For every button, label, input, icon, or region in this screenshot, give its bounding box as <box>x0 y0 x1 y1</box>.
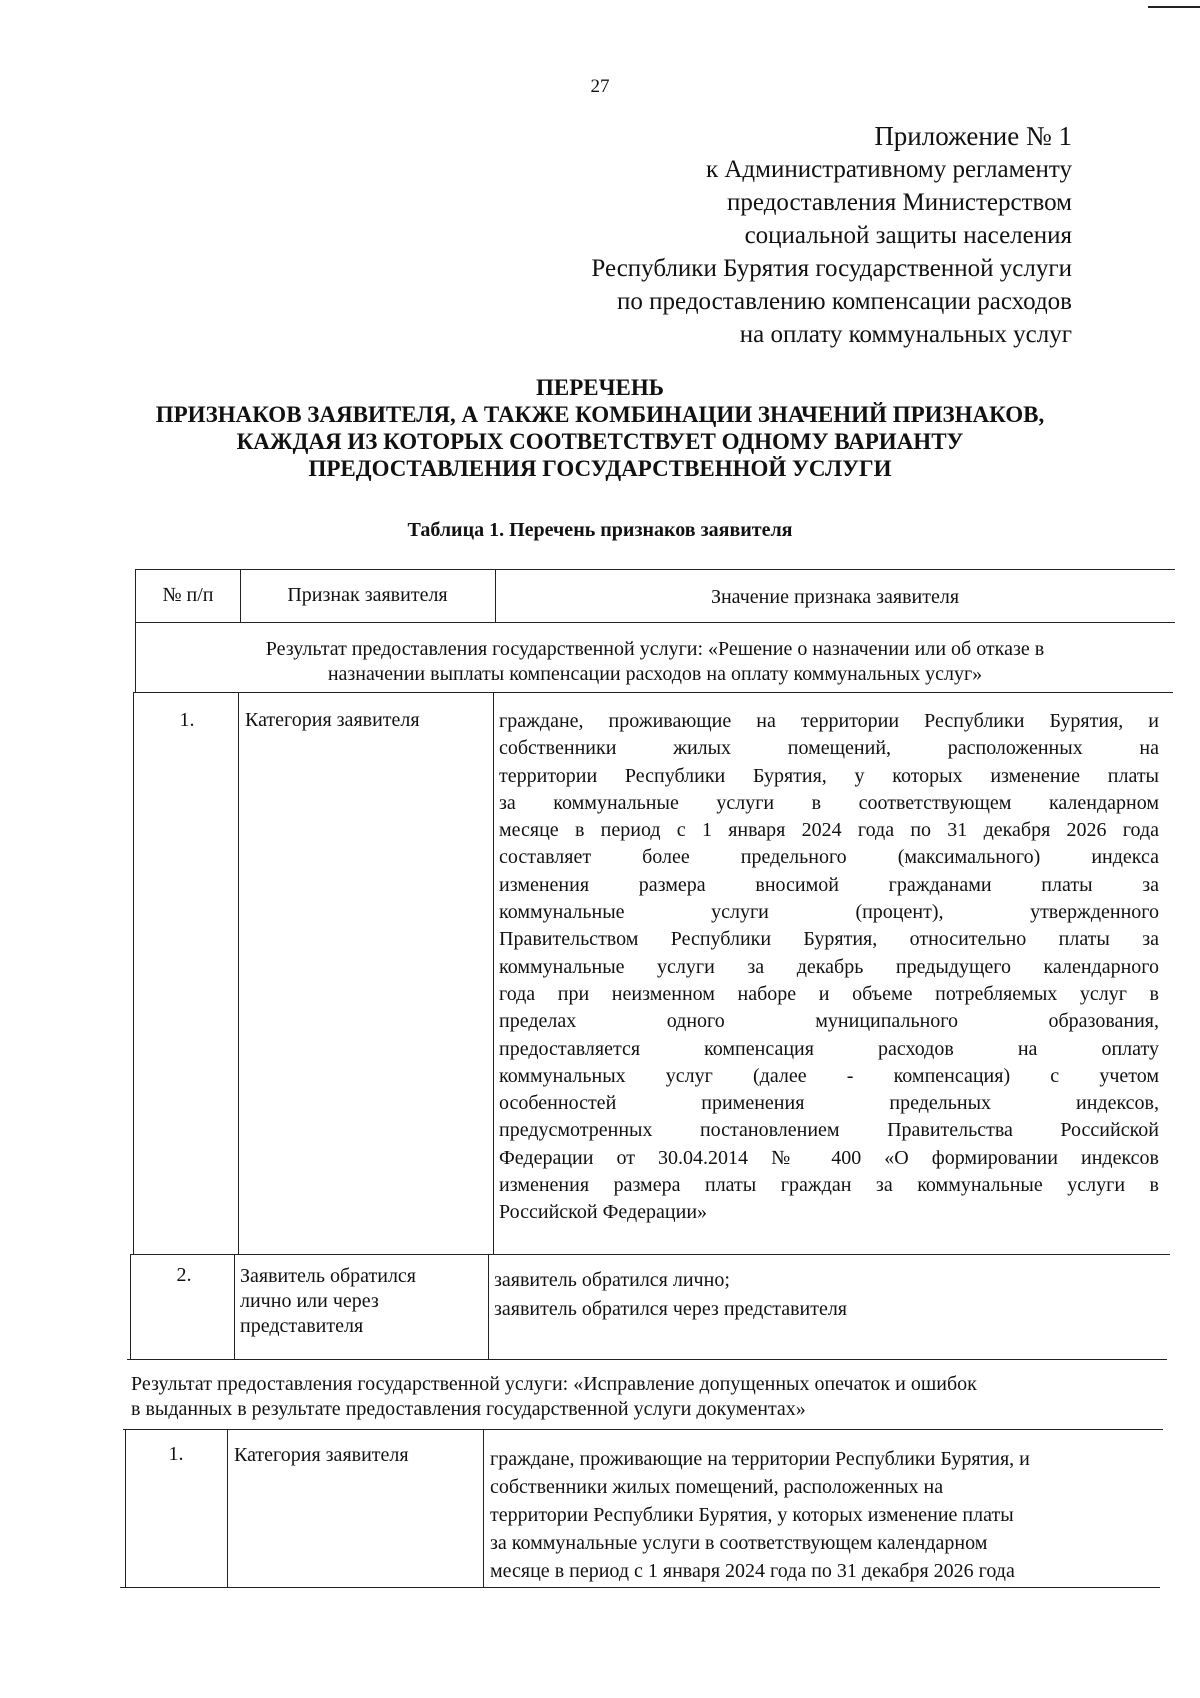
table-rule <box>120 1587 1160 1588</box>
table-rule <box>130 1254 1170 1255</box>
value-line: года при неизменном наборе и объеме потребляемых услуг в <box>499 982 1159 1005</box>
appendix-line: Республики Бурятия государственной услуги <box>591 255 1072 282</box>
value-line: месяце в период с 1 января 2024 года по 31 декабря 2026 года <box>499 819 1159 842</box>
row-value <box>490 1445 1160 1585</box>
section-heading-line: в выданных в результате предоставления государственной услуги документах» <box>131 1398 806 1420</box>
value-line: собственники жилых помещений, расположенных на <box>499 737 1159 760</box>
row-number: 1. <box>179 709 195 731</box>
header-value: Значение признака заявителя <box>710 586 960 608</box>
value-line: за коммунальные услуги в соответствующем календарном <box>499 791 1159 814</box>
section-result-heading <box>135 637 1175 687</box>
row-sign <box>240 1264 485 1339</box>
table-rule <box>495 569 496 622</box>
value-line: коммунальные услуги (процент), утвержденного <box>499 901 1159 924</box>
table-rule <box>240 569 241 622</box>
value-line: месяце в период с 1 января 2024 года по 31 декабря 2026 года <box>490 1560 1015 1582</box>
table-rule <box>123 1429 1163 1430</box>
table-rule <box>130 1254 131 1359</box>
value-line: коммунальные услуги за декабрь предыдущего календарного <box>499 955 1159 978</box>
appendix-line: социальной защиты населения <box>744 222 1072 249</box>
title-line: ПРЕДОСТАВЛЕНИЯ ГОСУДАРСТВЕННОЙ УСЛУГИ <box>308 456 892 481</box>
sign-line: Категория заявителя <box>234 1444 409 1466</box>
title-line: КАЖДАЯ ИЗ КОТОРЫХ СООТВЕТСТВУЕТ ОДНОМУ ВАРИАНТУ <box>236 429 964 454</box>
value-line: пределах одного муниципального образования, <box>499 1010 1159 1033</box>
row-number: 1. <box>168 1443 184 1465</box>
section-heading-line: назначении выплаты компенсации расходов на оплату коммунальных услуг» <box>327 663 983 685</box>
value-line: за коммунальные услуги в соответствующем календарном <box>490 1532 988 1554</box>
value-line: Российской Федерации» <box>499 1201 708 1224</box>
value-line: особенностей применения предельных индексов, <box>499 1092 1159 1115</box>
table-rule <box>133 692 1173 693</box>
section-heading-line: Результат предоставления государственной услуги: «Исправление допущенных опечаток и ошибок <box>131 1373 977 1395</box>
value-line: коммунальных услуг (далее - компенсация) с учетом <box>499 1064 1159 1087</box>
table-rule <box>135 569 1175 570</box>
row-number: 2. <box>176 1264 192 1286</box>
header-number: № п/п <box>162 584 214 606</box>
row-sign <box>245 708 490 733</box>
appendix-line: предоставления Министерством <box>727 189 1072 216</box>
table-rule <box>238 692 239 1254</box>
value-line: заявитель обратился лично; <box>494 1269 730 1291</box>
sign-line: Заявитель обратился <box>240 1265 416 1287</box>
value-line: территории Республики Бурятия, у которых изменение платы <box>499 764 1159 787</box>
row-sign <box>234 1443 479 1468</box>
appendix-line: Приложение № 1 <box>874 121 1072 151</box>
table-caption: Таблица 1. Перечень признаков заявителя <box>407 519 793 541</box>
value-line: граждане, проживающие на территории Республики Бурятия, и <box>499 710 1159 732</box>
value-line: изменения размера вносимой гражданами платы за <box>499 873 1159 896</box>
value-line: заявитель обратился через представителя <box>494 1298 848 1320</box>
sign-line: представителя <box>240 1315 364 1337</box>
section-result-heading <box>131 1372 1171 1422</box>
value-line: собственники жилых помещений, расположенных на <box>490 1476 944 1498</box>
value-line: предусмотренных постановлением Правительства Российской <box>499 1119 1159 1142</box>
row-value <box>499 708 1159 1227</box>
table-rule <box>493 692 494 1254</box>
appendix-line: на оплату коммунальных услуг <box>739 321 1072 348</box>
table-rule <box>488 1254 489 1359</box>
title-line: ПЕРЕЧЕНЬ <box>536 375 664 400</box>
table-rule <box>234 1254 235 1359</box>
value-line: Правительством Республики Бурятия, относительно платы за <box>499 928 1159 951</box>
table-rule <box>227 1429 228 1587</box>
value-line: Федерации от 30.04.2014 № 400 «О формировании индексов <box>499 1146 1159 1169</box>
section-heading-line: Результат предоставления государственной услуги: «Решение о назначении или об отказе в <box>265 638 1045 660</box>
value-line: граждане, проживающие на территории Республики Бурятия, и <box>490 1448 1030 1470</box>
page-number: 27 <box>590 76 610 97</box>
value-line: изменения размера платы граждан за коммунальные услуги в <box>499 1174 1159 1197</box>
header-sign: Признак заявителя <box>287 584 448 606</box>
value-line: территории Республики Бурятия, у которых изменение платы <box>490 1504 1014 1526</box>
title-line: ПРИЗНАКОВ ЗАЯВИТЕЛЯ, А ТАКЖЕ КОМБИНАЦИИ ЗНАЧЕНИЙ ПРИЗНАКОВ, <box>155 402 1045 427</box>
appendix-line: по предоставлению компенсации расходов <box>617 288 1072 315</box>
table-rule <box>127 1359 1167 1360</box>
appendix-line: к Административному регламенту <box>705 156 1072 183</box>
table-rule <box>133 692 134 1254</box>
sign-line: лично или через <box>240 1290 379 1312</box>
sign-line: Категория заявителя <box>245 709 420 731</box>
value-line: составляет более предельного (максимального) индекса <box>499 846 1159 869</box>
row-value <box>494 1266 1154 1324</box>
table-rule <box>483 1429 484 1587</box>
value-line: предоставляется компенсация расходов на оплату <box>499 1037 1159 1060</box>
table-rule <box>135 622 1175 623</box>
